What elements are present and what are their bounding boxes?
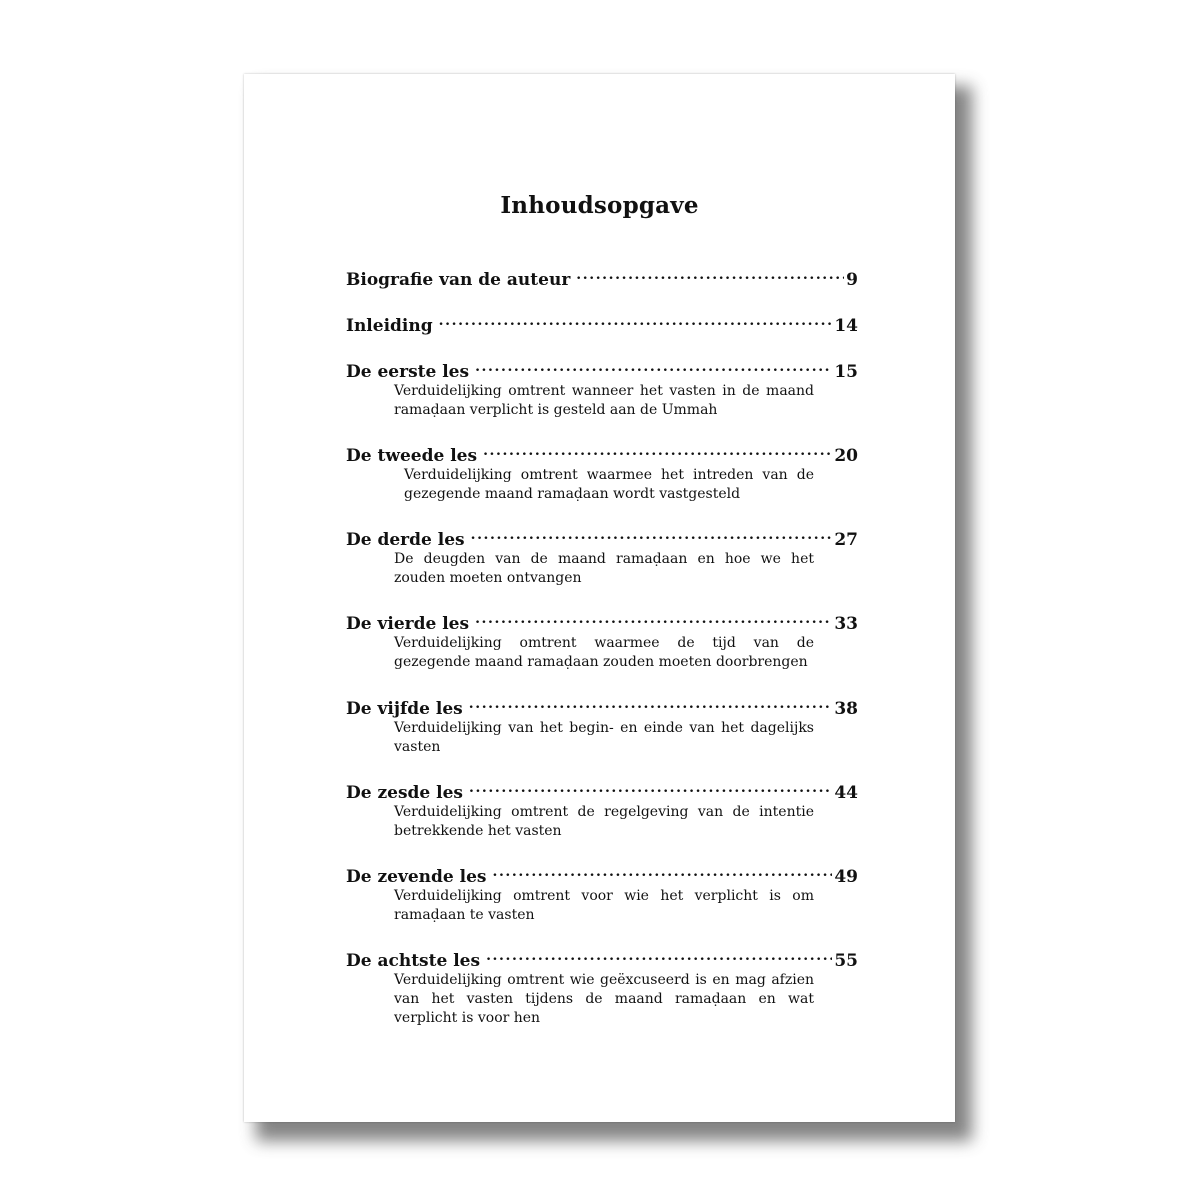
toc-entry[interactable]	[346, 862, 858, 925]
toc-entry-page: 14	[834, 316, 858, 336]
toc-entry[interactable]	[346, 441, 858, 504]
toc-entry-subtitle: Verduidelijking omtrent waarmee de tijd van de gezegende maand ramaḍaan zouden moeten doorbrengen	[394, 635, 814, 670]
toc-entry-label: De vijfde les	[346, 699, 463, 719]
toc-entry-subtitle: Verduidelijking omtrent waarmee het intreden van de gezegende maand ramaḍaan wordt vastgesteld	[404, 467, 814, 502]
toc-entry-subtitle: Verduidelijking omtrent wanneer het vasten in de maand ramaḍaan verplicht is gesteld aan de Ummah	[394, 383, 814, 418]
toc-entry[interactable]	[346, 694, 858, 757]
toc-entry[interactable]	[346, 265, 858, 290]
toc-entry-page: 20	[834, 446, 858, 466]
toc-entry-label: De zevende les	[346, 867, 487, 887]
toc-entry-page: 33	[834, 614, 858, 634]
dot-leader	[471, 525, 833, 545]
dot-leader	[475, 357, 832, 377]
toc-entry[interactable]	[346, 357, 858, 420]
toc-entry-page: 38	[834, 699, 858, 719]
toc-entry-subtitle: Verduidelijking omtrent de regelgeving van de intentie betrekkende het vasten	[394, 804, 814, 839]
toc-entry-label: De zesde les	[346, 783, 463, 803]
toc-title: Inhoudsopgave	[500, 192, 699, 219]
toc-entry-label: De vierde les	[346, 614, 470, 634]
toc-entry-page: 27	[834, 530, 858, 550]
dot-leader	[439, 311, 833, 331]
toc-entry-subtitle: Verduidelijking omtrent wie geëxcuseerd is en mag afzien van het vasten tijdens de maand ramaḍaan en wat verplicht is voor hen	[394, 972, 814, 1026]
document-page	[244, 74, 955, 1122]
dot-leader	[492, 862, 832, 882]
toc-entry[interactable]	[346, 311, 858, 336]
toc-entry[interactable]	[346, 778, 858, 841]
dot-leader	[469, 778, 832, 798]
dot-leader	[483, 441, 832, 461]
toc-entry[interactable]	[346, 609, 858, 672]
toc-entry-page: 9	[846, 270, 858, 290]
toc-entry-label: Biografie van de auteur	[346, 270, 571, 290]
dot-leader	[475, 609, 832, 629]
toc-entry-page: 49	[834, 867, 858, 887]
toc-entry-subtitle: Verduidelijking omtrent voor wie het verplicht is om ramaḍaan te vasten	[394, 888, 814, 923]
toc-entry-page: 55	[834, 951, 858, 971]
dot-leader	[486, 946, 832, 966]
toc-entry[interactable]	[346, 525, 858, 588]
dot-leader	[469, 694, 833, 714]
toc-entry-label: Inleiding	[346, 316, 433, 336]
toc-entry-label: De eerste les	[346, 362, 470, 382]
toc-entry-label: De derde les	[346, 530, 465, 550]
toc-entry-subtitle: Verduidelijking van het begin- en einde van het dagelijks vasten	[394, 720, 814, 755]
toc-entry-label: De achtste les	[346, 951, 481, 971]
dot-leader	[576, 265, 844, 285]
toc-entry[interactable]	[346, 946, 858, 1028]
toc-entry-subtitle: De deugden van de maand ramaḍaan en hoe we het zouden moeten ontvangen	[394, 551, 814, 586]
toc-entry-label: De tweede les	[346, 446, 478, 466]
toc-entry-page: 44	[834, 783, 858, 803]
toc-entry-page: 15	[834, 362, 858, 382]
